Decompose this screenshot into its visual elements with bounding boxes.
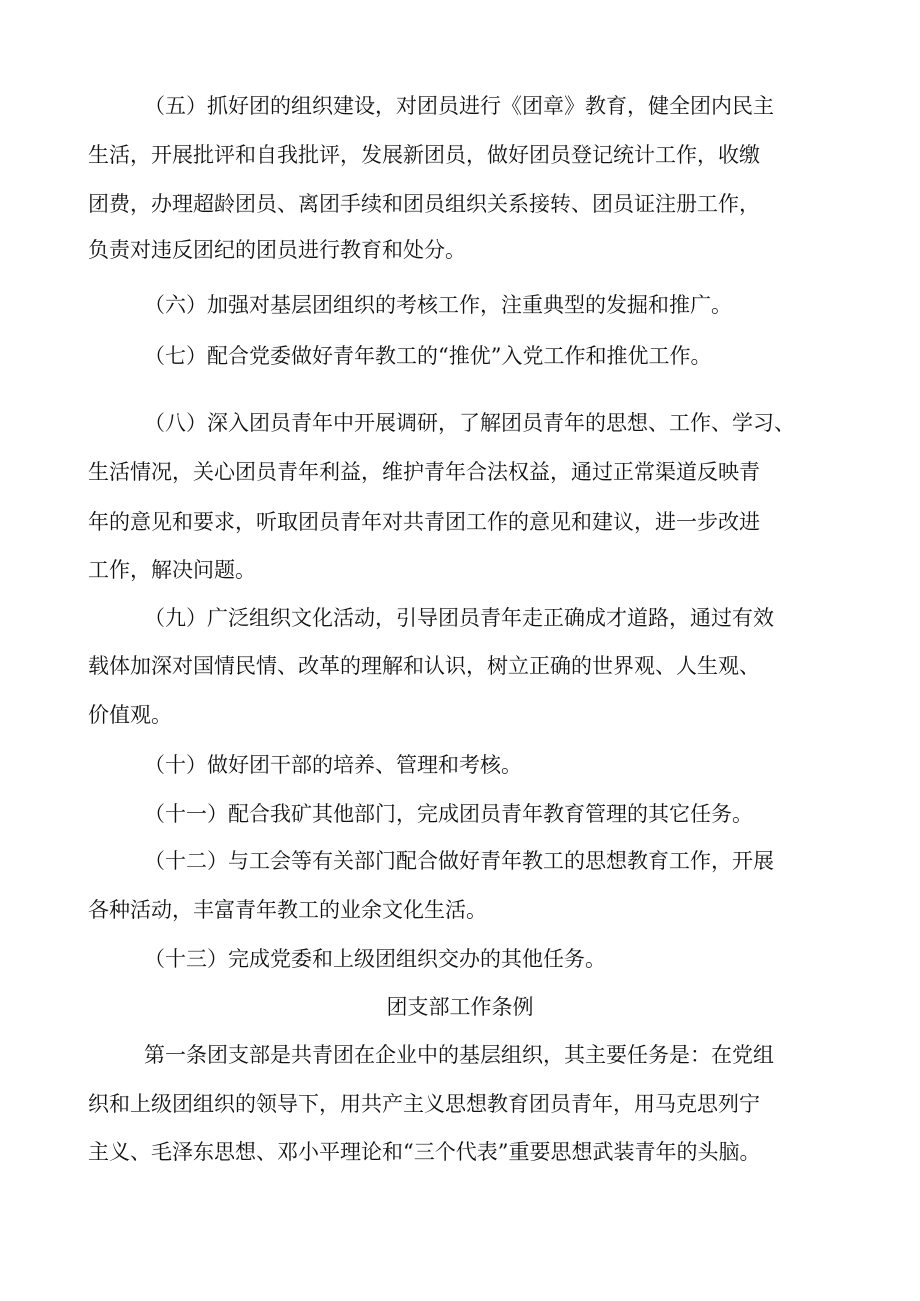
paragraph-7-line-1: （七）配合党委做好青年教工的“推优”入党工作和推优工作。 [144, 344, 712, 368]
paragraph-8-line-2: 生活情况，关心团员青年利益，维护青年合法权益，通过正常渠道反映青 [88, 460, 760, 484]
article-1-line-1: 第一条团支部是共青团在企业中的基层组织，其主要任务是：在党组 [144, 1043, 774, 1067]
paragraph-5-line-3: 团费，办理超龄团员、离团手续和团员组织关系接转、团员证注册工作， [88, 192, 760, 216]
paragraph-9-line-3: 价值观。 [88, 703, 172, 727]
paragraph-13-line-1: （十三）完成党委和上级团组织交办的其他任务。 [144, 947, 606, 971]
article-1-line-2: 织和上级团组织的领导下，用共产主义思想教育团员青年，用马克思列宁 [88, 1092, 760, 1116]
article-1-line-3: 主义、毛泽东思想、邓小平理论和“三个代表”重要思想武装青年的头脑。 [88, 1140, 761, 1164]
paragraph-6-line-1: （六）加强对基层团组织的考核工作，注重典型的发掘和推广。 [144, 293, 732, 317]
paragraph-5-line-2: 生活，开展批评和自我批评，发展新团员，做好团员登记统计工作，收缴 [88, 143, 760, 167]
paragraph-5-line-4: 负责对违反团纪的团员进行教育和处分。 [88, 238, 466, 262]
paragraph-8-line-4: 工作，解决问题。 [88, 558, 256, 582]
paragraph-12-line-1: （十二）与工会等有关部门配合做好青年教工的思想教育工作，开展 [144, 849, 774, 873]
paragraph-12-line-2: 各种活动，丰富青年教工的业余文化生活。 [88, 898, 487, 922]
paragraph-5-line-1: （五）抓好团的组织建设，对团员进行《团章》教育，健全团内民主 [144, 94, 774, 118]
paragraph-9-line-2: 载体加深对国情民情、改革的理解和认识，树立正确的世界观、人生观、 [88, 654, 760, 678]
paragraph-9-line-1: （九）广泛组织文化活动，引导团员青年走正确成才道路，通过有效 [144, 606, 774, 630]
paragraph-10-line-1: （十）做好团干部的培养、管理和考核。 [144, 753, 522, 777]
paragraph-11-line-1: （十一）配合我矿其他部门，完成团员青年教育管理的其它任务。 [144, 802, 753, 826]
paragraph-8-line-1: （八）深入团员青年中开展调研，了解团员青年的思想、工作、学习、 [144, 411, 795, 435]
paragraph-8-line-3: 年的意见和要求，听取团员青年对共青团工作的意见和建议，进一步改进 [88, 510, 760, 534]
section-title: 团支部工作条例 [386, 995, 534, 1019]
